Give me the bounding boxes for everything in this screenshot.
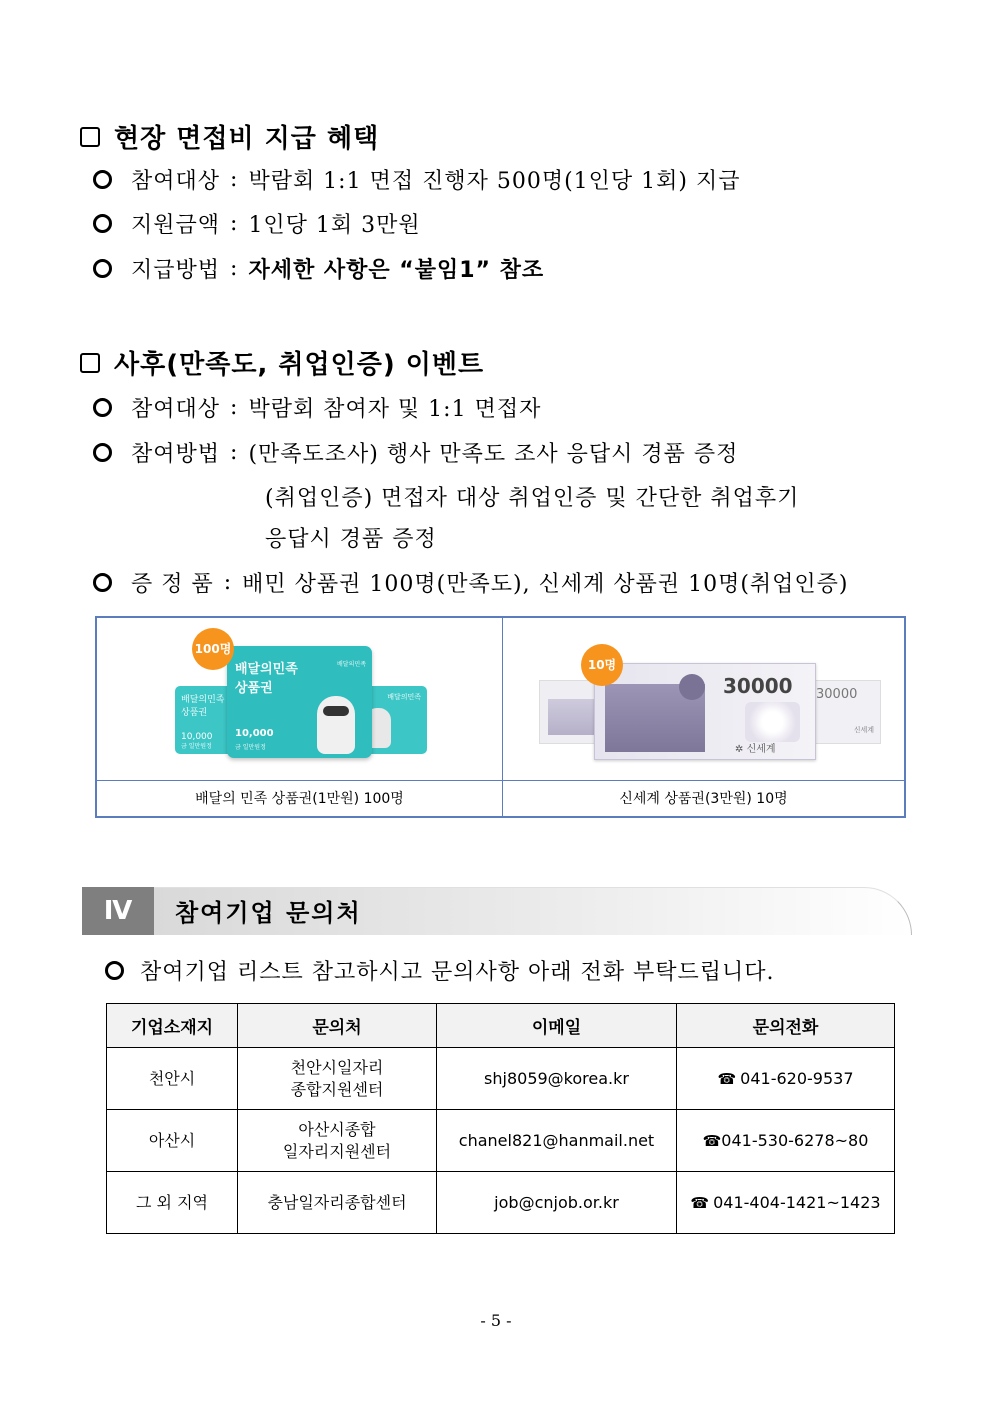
column-header: 문의처 (238, 1004, 437, 1048)
flower-pattern-icon (745, 702, 800, 742)
item-text: 배민 상품권 100명(만족도), 신세계 상품권 10명(취업인증) (242, 572, 849, 597)
contacts-table (106, 1003, 895, 1234)
org-line: 천안시일자리 (290, 1057, 384, 1077)
card-amount: 10,000 (181, 732, 213, 742)
circle-bullet-icon (93, 170, 112, 189)
bullet-item (93, 437, 738, 468)
card-brand: 배달의민족 (181, 695, 225, 705)
card-amount: 10,000 (235, 728, 274, 739)
phone-number: 041-530-6278~80 (721, 1130, 869, 1150)
item-label: 참여방법 (131, 442, 221, 467)
org-line: 충남일자리종합센터 (267, 1192, 407, 1212)
phone-cell (677, 1048, 895, 1110)
circle-bullet-icon (93, 259, 112, 278)
email-cell: chanel821@hanmail.net (437, 1110, 677, 1172)
org-line: 일자리지원센터 (282, 1141, 392, 1161)
checkbox-square-icon (80, 353, 100, 373)
circle-bullet-icon (93, 443, 112, 462)
bullet-item (93, 253, 544, 284)
item-separator: : (230, 440, 239, 465)
telephone-icon: ☎ (717, 1069, 737, 1088)
circle-bullet-icon (105, 961, 124, 980)
table-row (107, 1048, 895, 1110)
item-text: (만족도조사) 행사 만족도 조사 응답시 경품 증정 (248, 442, 739, 467)
item-separator: : (230, 395, 239, 420)
card-logo: 배달의민족 (337, 661, 366, 668)
item-separator: : (230, 211, 239, 236)
section-banner (82, 887, 912, 935)
region-cell: 그 외 지역 (107, 1172, 238, 1234)
item-text: 자세한 사항은 “붙임1” 참조 (248, 258, 545, 283)
bullet-item (105, 955, 775, 986)
item-continuation: 응답시 경품 증정 (265, 527, 437, 552)
section-title: 현장 면접비 지급 혜택 (114, 124, 380, 154)
voucher-brand-label: 신세계 (746, 744, 776, 755)
column-header: 이메일 (437, 1004, 677, 1048)
intro-text: 참여기업 리스트 참고하시고 문의사항 아래 전화 부탁드립니다. (140, 960, 775, 985)
region-cell: 아산시 (107, 1110, 238, 1172)
circle-bullet-icon (93, 214, 112, 233)
region-cell: 천안시 (107, 1048, 238, 1110)
phone-cell (677, 1110, 895, 1172)
checkbox-square-icon (80, 127, 100, 147)
card-unit: 금 일만원정 (235, 744, 266, 751)
table-header-row (107, 1004, 895, 1048)
email-cell: job@cnjob.or.kr (437, 1172, 677, 1234)
item-label: 지원금액 (131, 213, 221, 238)
telephone-icon: ☎ (702, 1131, 722, 1150)
prize-table (95, 616, 906, 818)
section-heading-post-event (80, 344, 484, 381)
item-text: 1인당 1회 3만원 (248, 213, 421, 238)
bullet-item (93, 208, 421, 239)
table-row (107, 1110, 895, 1172)
count-badge-label: 10명 (587, 658, 617, 672)
prize-caption: 신세계 상품권(3만원) 10명 (619, 791, 788, 807)
org-cell (238, 1110, 437, 1172)
phone-number: 041-404-1421~1423 (713, 1192, 881, 1212)
column-header: 문의전화 (677, 1004, 895, 1048)
card-unit: 금 일만원정 (181, 743, 212, 750)
circle-bullet-icon (93, 573, 112, 592)
email-cell: shj8059@korea.kr (437, 1048, 677, 1110)
item-separator: : (230, 256, 239, 281)
item-separator: : (230, 167, 239, 192)
mascot-icon (317, 696, 355, 754)
org-line: 아산시종합 (298, 1119, 376, 1139)
voucher-amount: 30000 (723, 674, 793, 698)
item-text: 박람회 1:1 면접 진행자 500명(1인당 1회) 지급 (248, 169, 741, 194)
prize-caption: 배달의 민족 상품권(1만원) 100명 (195, 791, 404, 807)
org-cell (238, 1048, 437, 1110)
column-header: 기업소재지 (107, 1004, 238, 1048)
item-text: 박람회 참여자 및 1:1 면접자 (248, 397, 542, 422)
section-title: 참여기업 문의처 (175, 899, 362, 927)
phone-cell (677, 1172, 895, 1234)
section-heading-interview-fee (80, 118, 379, 155)
circle-bullet-icon (93, 398, 112, 417)
seal-icon (679, 674, 705, 700)
card-logo: 배달의민족 (387, 693, 421, 701)
telephone-icon: ☎ (690, 1193, 710, 1212)
building-icon (548, 699, 600, 735)
item-label: 지급방법 (131, 258, 221, 283)
voucher-amount: 30000 (816, 687, 858, 702)
bullet-item (93, 164, 740, 195)
section-title: 사후(만족도, 취업인증) 이벤트 (114, 350, 485, 380)
item-label: 참여대상 (131, 397, 221, 422)
phone-number: 041-620-9537 (740, 1068, 854, 1088)
page-number: - 5 - (480, 1311, 512, 1330)
item-separator: : (223, 570, 233, 595)
voucher-brand: ✲ 신세계 (735, 744, 776, 755)
section-numeral: Ⅳ (82, 887, 154, 935)
table-row (107, 1172, 895, 1234)
card-name: 상품권 (181, 708, 208, 718)
org-cell (238, 1172, 437, 1234)
item-label: 참여대상 (131, 169, 221, 194)
baemin-voucher-image (175, 628, 435, 773)
bullet-item (93, 567, 849, 598)
bullet-item (93, 392, 541, 423)
count-badge (192, 628, 234, 670)
org-line: 종합지원센터 (290, 1079, 384, 1099)
item-continuation: (취업인증) 면접자 대상 취업인증 및 간단한 취업후기 (265, 486, 800, 511)
count-badge (581, 644, 623, 686)
count-badge-label: 100명 (194, 642, 232, 656)
shinsegae-voucher-image (539, 638, 879, 768)
card-brand: 배달의민족 (235, 662, 298, 677)
item-label: 증 정 품 (131, 572, 214, 597)
card-name: 상품권 (235, 681, 273, 696)
voucher-brand: 신세계 (853, 726, 874, 734)
